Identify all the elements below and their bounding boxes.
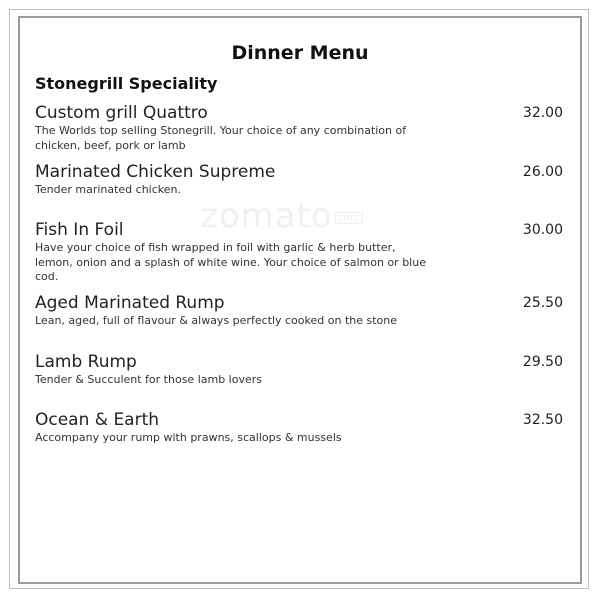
watermark-tag: com [335, 212, 363, 224]
item-name: Custom grill Quattro [35, 103, 208, 123]
menu-item [35, 410, 565, 446]
item-description: Accompany your rump with prawns, scallops & mussels [35, 431, 342, 444]
menu-item [35, 103, 565, 153]
item-name: Ocean & Earth [35, 410, 160, 430]
item-description: The Worlds top selling Stonegrill. Your choice of any combination of chicken, beef, pork or lamb [35, 124, 407, 152]
item-description: Tender marinated chicken. [35, 183, 182, 196]
item-price: 30.00 [522, 222, 563, 238]
menu-item [35, 352, 565, 388]
watermark-text: zomato [200, 196, 333, 236]
item-price: 29.50 [522, 354, 563, 370]
item-description: Have your choice of fish wrapped in foil with garlic & herb butter, lemon, onion and a splash of white wine. Your choice of salmon or blue cod. [35, 241, 426, 283]
item-description: Lean, aged, full of flavour & always perfectly cooked on the stone [35, 314, 398, 327]
menu-item [35, 293, 565, 329]
item-name: Fish In Foil [35, 220, 124, 240]
section-title: Stonegrill Speciality [35, 74, 218, 93]
item-price: 26.00 [522, 164, 563, 180]
item-name: Aged Marinated Rump [35, 293, 225, 313]
item-description: Tender & Succulent for those lamb lovers [35, 373, 262, 386]
item-price: 32.50 [522, 412, 563, 428]
menu-title: Dinner Menu [231, 42, 369, 64]
item-name: Lamb Rump [35, 352, 137, 372]
menu-item [35, 220, 565, 285]
menu-item [35, 162, 565, 198]
item-price: 32.00 [522, 105, 563, 121]
item-name: Marinated Chicken Supreme [35, 162, 276, 182]
item-price: 25.50 [522, 295, 563, 311]
